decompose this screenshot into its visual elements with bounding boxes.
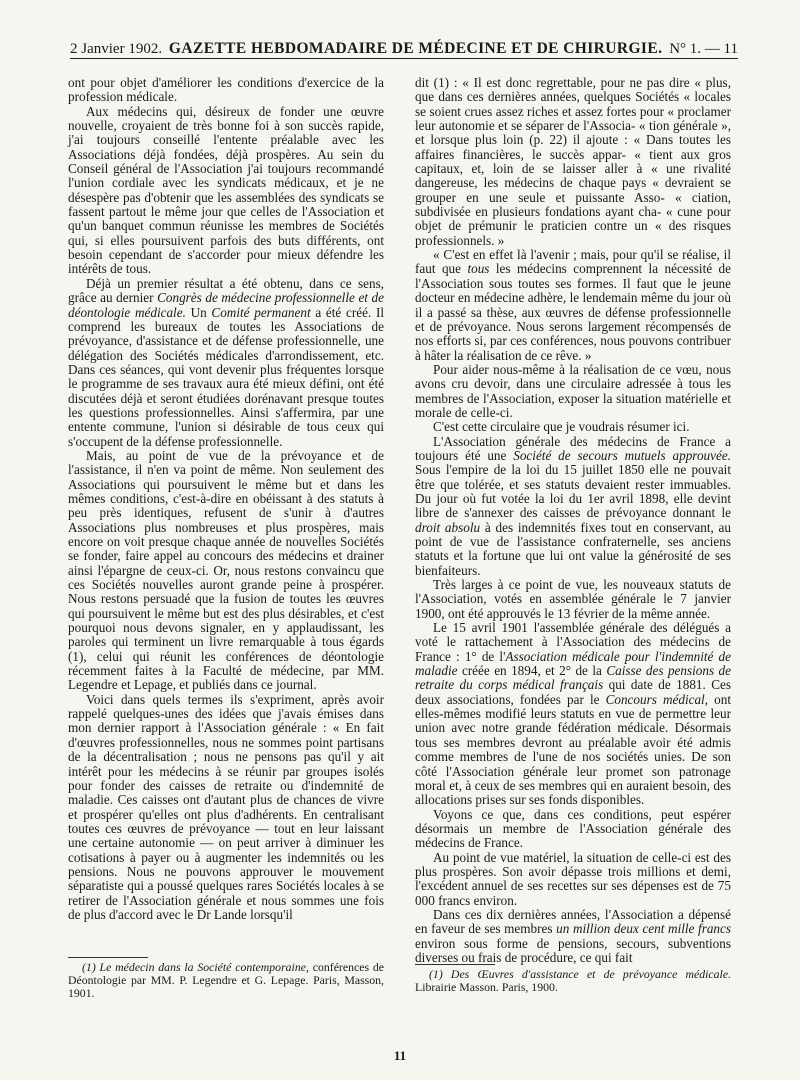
left-column [68,76,384,922]
text-run: conférences de Déontologie par MM. P. Legendre et G. Lepage. Paris, Masson, 1901. [68,960,384,1000]
text-run: Dans ces dix dernières années, l'Association a dépensé en faveur de ses membres [415,906,731,937]
issue-number: N° 1. — 11 [669,41,738,57]
page-number: 11 [393,1048,407,1063]
right-footnote [415,968,731,994]
left-footnote [68,961,384,1000]
paragraph: Voici dans quels termes ils s'expriment, après avoir rappelé quelques-unes des idées que j'avais émises dans mon dernier rapport à l'Association générale : « En fait d'œuvres professionnelles, nous ne sommes point partisans de la décentralisation ; nous ne pensons pas qu'il y ait intérêt pour les médecins à se réunir par groupes isolés pour fonder des caisses de retraite ou d'indemnité de maladie. Ces caisses ont d'autant plus de chances de vivre et prospérer qu'elles ont plus d'adhérents. En centralisant toutes ces œuvres de prévoyance — tout en leur laissant une certaine autonomie — on peut arriver à diminuer les cotisations à payer ou à augmenter les indemnités ou les pensions. Nous ne pouvons approuver le mouvement séparatiste qui a poussé quelques rares Sociétés locales à se retirer de l'Association générale et nous sommes une fois de plus d'accord avec le Dr Lande lorsqu'il [68,691,384,922]
paragraph [415,908,731,965]
header-date: 2 Janvier 1902. [70,41,163,57]
italic-text: Congrès de médecine professionnelle et de déontologie médicale. [68,290,384,320]
text-run: à des indemnités fixes tout en conservant, au point de vue de l'assistance confraternelle, ses anciens statuts et la fortune que lui ont value la générosité de ses bienfaiteurs. [415,519,731,578]
paragraph [415,248,731,363]
italic-text: (1) Des Œuvres d'assistance et de prévoyance médicale. [429,967,731,981]
text-run: ont elles-mêmes modifié leurs statuts en vue de permettre leur union avec notre grande fédération médicale. Désormais tous ses membres devront au préalable avoir été admis comme membres de l'une de nos sociétés unies. De son côté l'Association générale leur promet son patronage moral et, à ceux de ses membres qui en auraient besoin, des allocations prises sur ses fonds disponibles. [415,691,731,808]
italic-text: Concours médical, [605,691,709,707]
paragraph: dit (1) : « Il est donc regrettable, pour ne pas dire « plus, que dans ces dernières années, quelques Sociétés « locales se soient crues assez riches et assez fortes pour « proclamer leur autonomie et se séparer de l'Associa- « tion générale », et lorsque plus loin (p. 22) il ajoute : « Dans toutes les affaires financières, le succès appar- « tient aux gros capitaux, et, loin de se laisser aller à « une rivalité dangereuse, les médecins de chaque pays « devraient se grouper en une seule et puissante Asso- « ciation, subdivisée en plusieurs fondations ayant cha- « cune pour objet de prémunir le praticien contre un « des risques professionnels. » [415,75,731,248]
text-run: les médecins comprennent la nécessité de l'Association sous toutes ses formes. Il faut que le jeune docteur en médecine adhère, le lendemain même du jour où il a passé sa thèse, aux œuvres de défense professionnelle et de prévoyance. Nous serons largement récompensés de nos efforts si, par ces conférences, nous pouvons contribuer à hâter la réalisation de ce rêve. » [415,261,731,363]
text-run: Un [185,304,212,320]
paragraph: Très larges à ce point de vue, les nouveaux statuts de l'Association, votés en assemblée générale le 7 janvier 1900, ont été approuvés le 13 février de la même année. [415,577,731,621]
footnote-rule [68,957,148,958]
journal-title: GAZETTE HEBDOMADAIRE DE MÉDECINE ET DE CHIRURGIE. [168,40,663,57]
footnote-rule [415,964,495,965]
text-run: Sous l'empire de la loi du 15 juillet 1850 elle ne pouvait être que tolérée, et ses statuts devaient rester immuables. Du jour où fut votée la loi du 1er avril 1898, elle devint libre de s'annexer des caisses de prévoyance donnant le [415,462,731,521]
paragraph: Mais, au point de vue de la prévoyance et de l'assistance, il n'en va point de même. Non seulement des Associations qui poursuivent le même but et dans les mêmes conditions, c'est-à-dire en obéissant à des statuts à peu près identiques, refusent de s'unir à d'autres Associations plus nombreuses et plus prospères, mais encore on voit presque chaque année de nouvelles Sociétés se fonder, faire appel au concours des médecins et drainer ainsi l'épargne de ceux-ci. Or, nous restons convaincu que ces Sociétés nouvelles auront grande peine à prospérer. Nous restons persuadé que la fusion de toutes les œuvres qui poursuivent le même but est des plus désirables, et c'est pourquoi nous devons signaler, en y applaudissant, les paroles qui terminent un livre remarquable à tous égards (1), celui qui réunit les conférences de déontologie récemment faites à la Faculté de médecine, par MM. Legendre et Lepage, et publiés dans ce journal. [68,447,384,693]
paragraph: Au point de vue matériel, la situation de celle-ci est des plus prospères. Son avoir dépasse trois millions et demi, l'excédent annuel de ses recettes sur ses dépenses est de 75 000 francs environ. [415,849,731,908]
text-run: Le 15 avril 1901 l'assemblée générale des délégués a voté le rattachement à l'Association des médecins de France : 1° de l' [415,620,731,664]
italic-text: droit absolu [415,519,481,535]
paragraph [415,621,731,807]
text-run: Déjà un premier résultat a été obtenu, dans ce sens, grâce au dernier [68,275,384,306]
italic-text: un million deux cent mille francs [556,921,731,937]
italic-text: tous [467,261,490,277]
italic-text: Association médicale pour l'indemnité de maladie [415,648,731,679]
paragraph [68,277,384,449]
text-run: a été créé. Il comprend les bureaux de toutes les Associations de prévoyance, d'assistance et de défense professionnelle, une délégation des Sociétés médicales d'arrondissement, etc. Dans ces séances, qui vont devenir plus fréquentes lorsque le programme de ses travaux aura été mieux défini, ont été discutées déjà et seront étudiées dorénavant presque toutes les questions professionnelles. Ainsi s'affermira, par une entente commune, l'union si désirable de tous ceux qui s'occupent de la défense professionnelle. [68,304,385,449]
italic-text: (1) Le médecin dans la Société contemporaine, [82,960,309,974]
paragraph: Pour aider nous-même à la réalisation de ce vœu, nous avons cru devoir, dans une circulaire adressée à tous les membres de l'Association, exposer la situation matérielle et morale de celle-ci. [415,361,731,420]
paragraph: C'est cette circulaire que je voudrais résumer ici. [433,419,690,435]
paragraph: Aux médecins qui, désireux de fonder une œuvre nouvelle, croyaient de très bonne foi à son succès rapide, j'ai toujours conseillé l'entente préalable avec les Associations déjà fondées, déjà prospères. Au sein du Conseil général de l'Association j'ai toujours recommandé l'union cordiale avec les syndicats médicaux, et je ne désespère pas d'obtenir que les assemblées des syndicats se fassent partout le même jour que celles de l'Association et qu'un banquet commun réunisse les membres de Sociétés qui, si elles poursuivent parfois des buts différents, ont besoin cependant de s'accorder pour mieux défendre les intérêts de tous. [68,103,384,277]
text-run: « C'est en effet là l'avenir ; mais, pour qu'il se réalise, il faut que [415,247,731,277]
text-run: qui date de 1881. Ces deux associations, fondées par le [415,677,732,707]
running-header [70,36,738,59]
paragraph: ont pour objet d'améliorer les conditions d'exercice de la profession médicale. [68,75,384,105]
italic-text: Comité permanent [211,304,311,320]
paragraph [415,435,731,578]
italic-text: Société de secours mutuels approuvée. [513,447,731,463]
right-column [415,76,731,965]
text-run: L'Association générale des médecins de France a toujours été une [415,433,731,463]
text-run: créée en 1894, et 2° de la [457,663,607,679]
italic-text: Caisse des pensions de retraite du corps médical français [415,663,731,693]
text-run: environ sous forme de pensions, secours, subventions diverses ou frais de procédure, ce qui fait [415,935,731,965]
paragraph: Voyons ce que, dans ces conditions, peut espérer désormais un membre de l'Association générale des médecins de France. [415,806,731,851]
text-run: Librairie Masson. Paris, 1900. [415,980,558,994]
